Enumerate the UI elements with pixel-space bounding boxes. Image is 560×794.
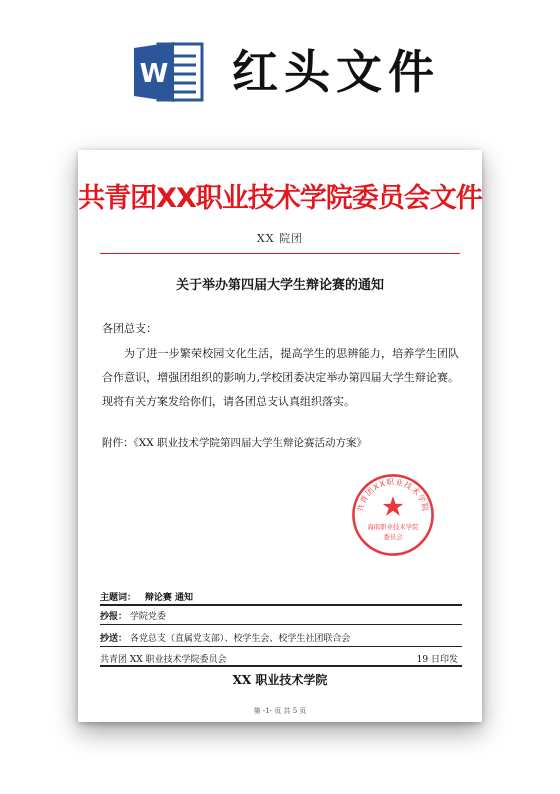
report-to-value: 学院党委 xyxy=(129,612,166,622)
organization-name: XX 职业技术学院 xyxy=(232,673,328,687)
red-header-title: 共青团XX职业技术学院委员会文件 xyxy=(78,183,482,214)
salutation: 各团总支： xyxy=(102,322,157,335)
notice-title: 关于举办第四届大学生辩论赛的通知 xyxy=(175,278,384,293)
red-divider xyxy=(100,253,460,254)
document-page xyxy=(78,150,482,722)
body-paragraph: 为了进一步繁荣校园文化生活，提高学生的思辨能力，培养学生团队合作意识，增强团组织的影响力,学校团委决定举办第四届大学生辩论赛。现将有关方案发给你们，请各团总支认真组织落实。 xyxy=(102,347,459,408)
rule xyxy=(100,624,462,625)
report-to-label: 抄报： xyxy=(100,612,128,622)
rule xyxy=(100,665,462,667)
word-letter: W xyxy=(139,59,169,89)
subject-words-value: 辩论赛 通知 xyxy=(144,593,194,603)
rule xyxy=(100,604,462,606)
footer-issuer: 共青团 XX 职业技术学院委员会 xyxy=(100,655,227,665)
copy-to-label: 抄送： xyxy=(100,634,128,644)
header-title: 红头文件 xyxy=(232,45,440,99)
attachment-line: 附件：《XX 职业技术学院第四届大学生辩论赛活动方案》 xyxy=(102,437,368,449)
seal-center-line2: 委员会 xyxy=(383,533,403,542)
rule xyxy=(100,646,462,647)
word-document-icon xyxy=(132,40,206,104)
seal-center-line1: 海南职业技术学院 xyxy=(367,522,419,531)
seal-arc-text: 共青团XX职业技术学院 xyxy=(355,477,431,513)
copy-to-row xyxy=(100,631,462,644)
copy-to-value: 各党总支（直属党支部）、校学生会、校学生社团联合会 xyxy=(129,634,351,644)
official-seal-icon xyxy=(350,472,436,558)
report-to-row xyxy=(100,609,462,622)
subject-words-row xyxy=(100,590,462,603)
issuer-label: XX 院团 xyxy=(256,232,304,245)
subject-words-label: 主题词： xyxy=(100,593,137,603)
page-number: 第 -1- 页 共 5 页 xyxy=(253,707,307,715)
header xyxy=(0,0,560,140)
seal-star-icon xyxy=(383,496,404,516)
footer-date: 19 日印发 xyxy=(416,655,458,665)
